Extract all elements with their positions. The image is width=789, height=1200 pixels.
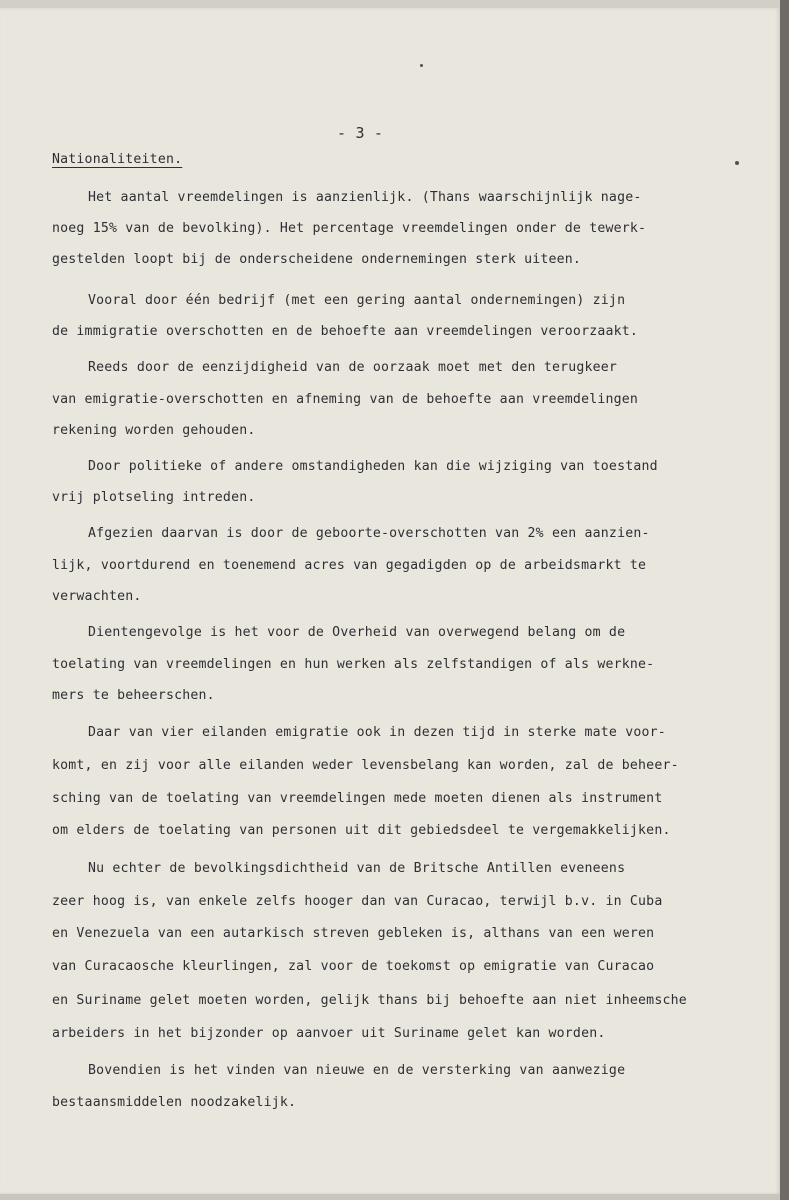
body-line: Reeds door de eenzijdigheid van de oorzaak moet met den terugkeer (88, 360, 618, 375)
body-line: mers te beheerschen. (52, 688, 215, 703)
section-heading: Nationaliteiten. (52, 152, 183, 167)
body-line: vrij plotseling intreden. (52, 490, 256, 505)
body-line: gestelden loopt bij de onderscheidene ondernemingen sterk uiteen. (52, 252, 582, 267)
body-line: sching van de toelating van vreemdelingen mede moeten dienen als instrument (52, 791, 663, 806)
body-line: Daar van vier eilanden emigratie ook in dezen tijd in sterke mate voor- (88, 725, 666, 740)
body-line: Nu echter de bevolkingsdichtheid van de Britsche Antillen eveneens (88, 861, 626, 876)
body-line: en Venezuela van een autarkisch streven gebleken is, althans van een weren (52, 926, 655, 941)
body-line: Vooral door één bedrijf (met een gering aantal ondernemingen) zijn (88, 293, 626, 308)
body-line: komt, en zij voor alle eilanden weder levensbelang kan worden, zal de beheer- (52, 758, 679, 773)
body-line: van Curacaosche kleurlingen, zal voor de toekomst op emigratie van Curacao (52, 959, 655, 974)
body-line: om elders de toelating van personen uit dit gebiedsdeel te vergemakkelijken. (52, 823, 671, 838)
body-line: bestaansmiddelen noodzakelijk. (52, 1095, 297, 1110)
body-line: toelating van vreemdelingen en hun werken als zelfstandigen of als werkne- (52, 657, 655, 672)
body-line: lijk, voortdurend en toenemend acres van gegadigden op de arbeidsmarkt te (52, 558, 647, 573)
body-line: Bovendien is het vinden van nieuwe en de versterking van aanwezige (88, 1063, 626, 1078)
body-line: verwachten. (52, 589, 142, 604)
body-line: zeer hoog is, van enkele zelfs hooger dan van Curacao, terwijl b.v. in Cuba (52, 894, 663, 909)
scan-right-edge (780, 0, 789, 1200)
scan-top-edge (0, 0, 789, 8)
body-line: Afgezien daarvan is door de geboorte-overschotten van 2% een aanzien- (88, 526, 650, 541)
body-line: en Suriname gelet moeten worden, gelijk thans bij behoefte aan niet inheemsche (52, 993, 687, 1008)
page-number: - 3 - (337, 124, 384, 142)
paper-sheet (0, 8, 780, 1194)
body-line: noeg 15% van de bevolking). Het percentage vreemdelingen onder de tewerk- (52, 221, 647, 236)
body-line: arbeiders in het bijzonder op aanvoer uit Suriname gelet kan worden. (52, 1026, 606, 1041)
ink-speck (420, 64, 423, 67)
body-line: de immigratie overschotten en de behoefte aan vreemdelingen veroorzaakt. (52, 324, 639, 339)
body-line: van emigratie-overschotten en afneming van de behoefte aan vreemdelingen (52, 392, 639, 407)
body-line: rekening worden gehouden. (52, 423, 256, 438)
body-line: Dientengevolge is het voor de Overheid van overwegend belang om de (88, 625, 626, 640)
ink-speck (735, 161, 739, 165)
body-line: Door politieke of andere omstandigheden kan die wijziging van toestand (88, 459, 658, 474)
body-line: Het aantal vreemdelingen is aanzienlijk. (Thans waarschijnlijk nage- (88, 190, 642, 205)
